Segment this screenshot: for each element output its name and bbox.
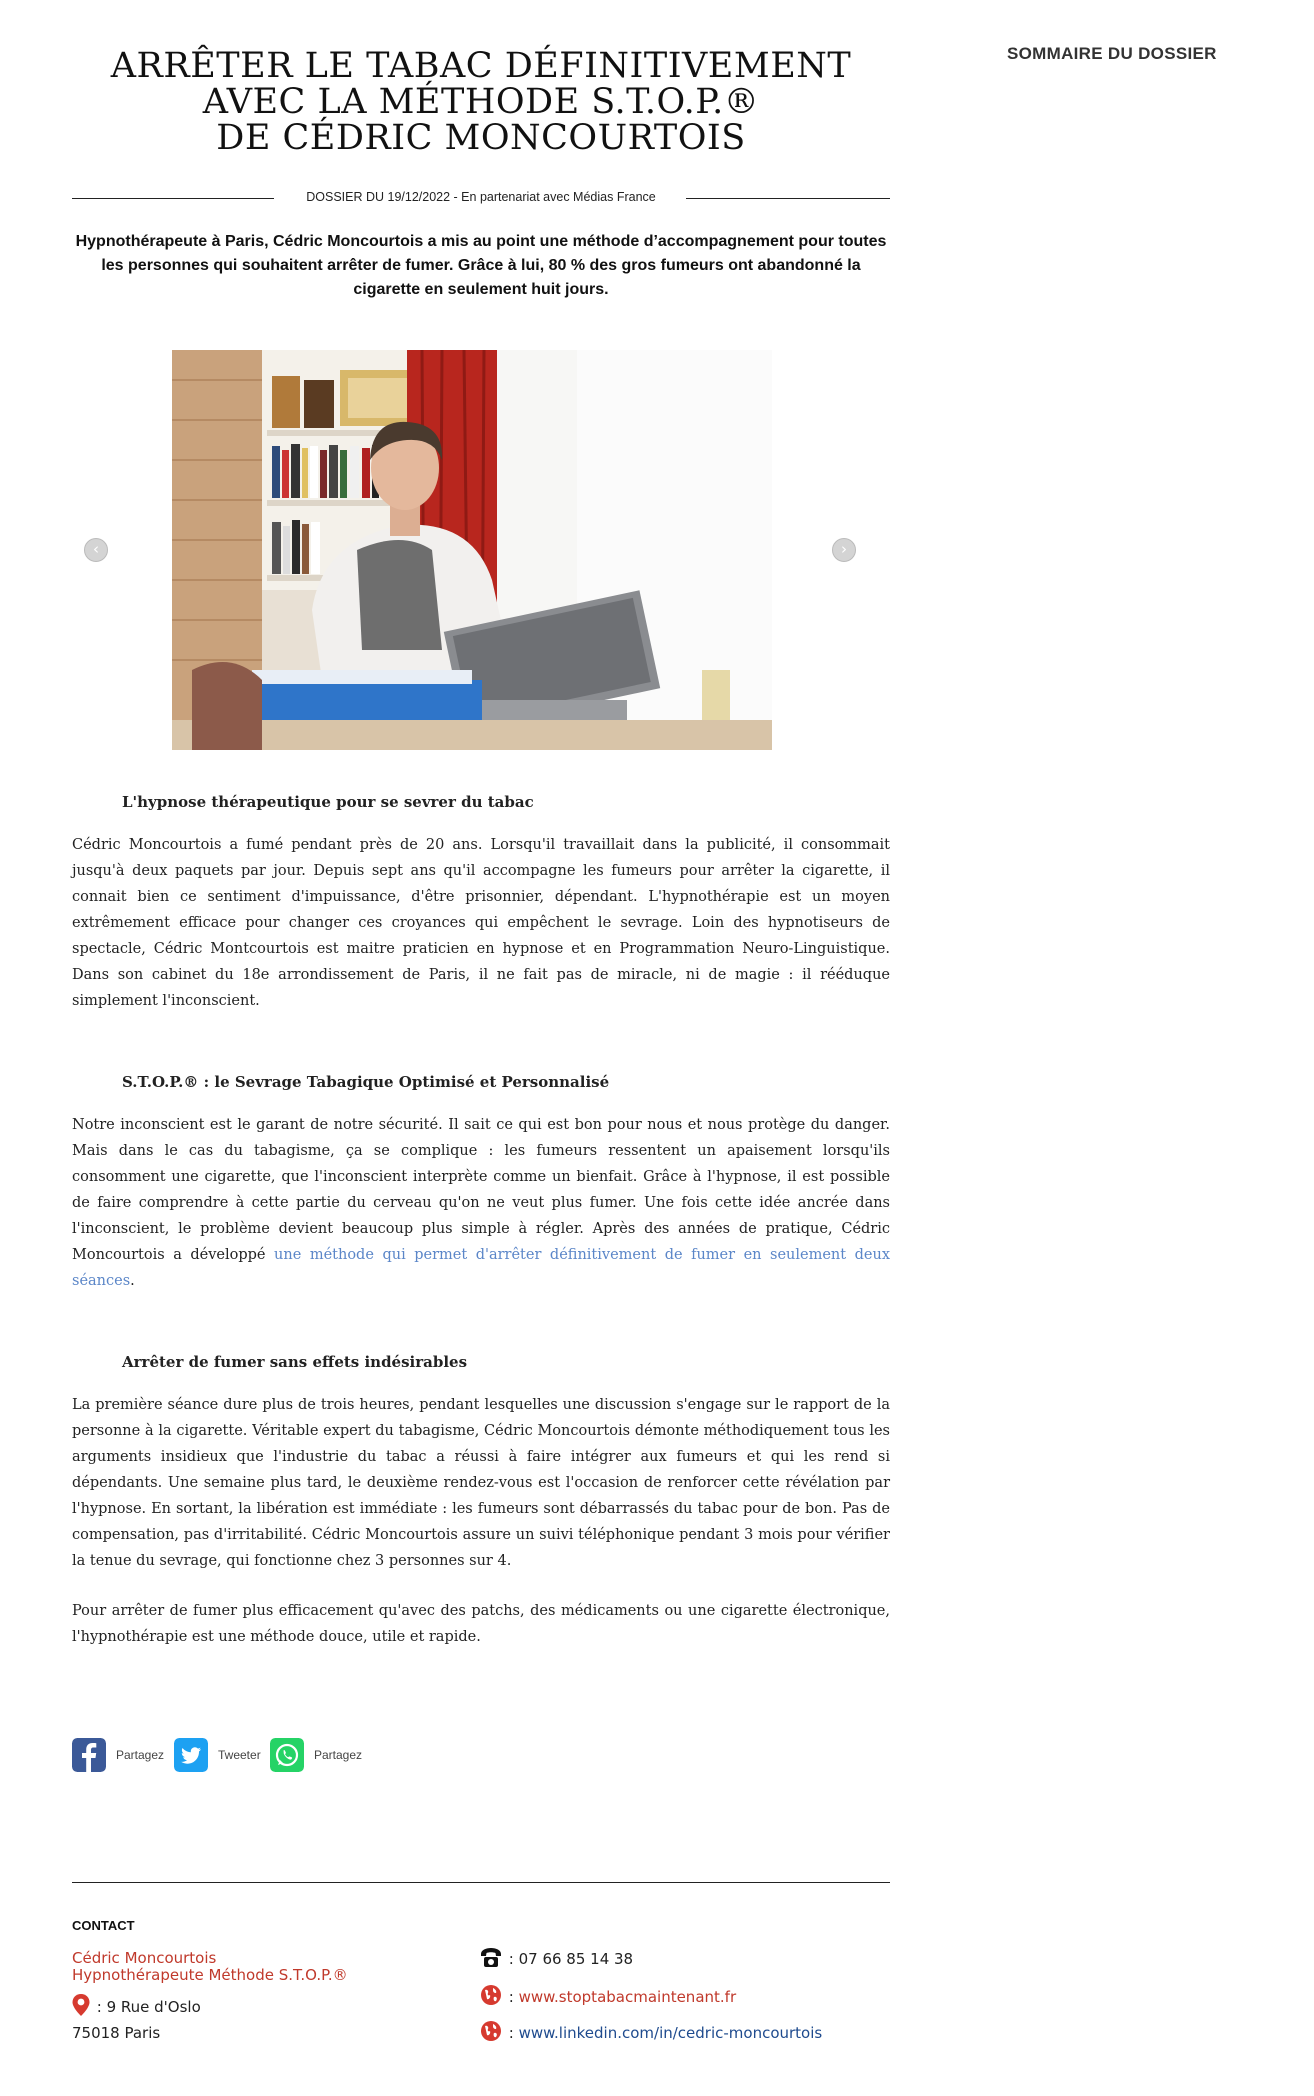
contact-divider — [72, 1882, 890, 1883]
contact-heading: CONTACT — [72, 1918, 135, 1933]
page-title — [72, 48, 890, 156]
contact-name: Cédric Moncourtois — [72, 1949, 217, 1967]
section-paragraph-1: Cédric Moncourtois a fumé pendant près de 20 ans. Lorsqu'il travaillait dans la publicité, il consommait jusqu'à deux paquets par jour. Depuis sept ans qu'il accompagne les fumeurs pour arrêter la cigarette, il connait bien ce sentiment d'impuissance, d'être prisonnier, dépendant. L'hypnothérapie est un moyen extrêmement efficace pour changer ces croyances qui empêchent le sevrage. Loin des hypnotiseurs de spectacle, Cédric Montcourtois est maitre praticien en hypnose et en Programmation Neuro-Linguistique. Dans son cabinet du 18e arrondissement de Paris, il ne fait pas de miracle, ni de magie : il rééduque simplement l'inconscient. — [72, 837, 890, 1009]
spacer — [72, 1294, 890, 1352]
contact-links — [480, 1948, 822, 2056]
map-pin-icon — [72, 1994, 90, 2016]
dateline-rule-right — [686, 198, 890, 199]
whatsapp-icon — [270, 1738, 304, 1772]
globe-icon — [480, 1984, 502, 2006]
twitter-share-label: Tweeter — [218, 1748, 261, 1762]
phone-icon — [480, 1948, 502, 1968]
spacer — [72, 1014, 890, 1072]
title-line-2: AVEC LA MÉTHODE S.T.O.P.® — [202, 82, 760, 122]
address-line-1-row — [72, 1994, 201, 2020]
contact-address — [72, 1994, 201, 2046]
chevron-right-icon: › — [841, 540, 847, 558]
contact-phone-row — [480, 1948, 822, 1984]
section-paragraph-4: Pour arrêter de fumer plus efficacement qu'avec des patchs, des médicaments ou une cigarette électronique, l'hypnothérapie est une méthode douce, utile et rapide. — [72, 1603, 890, 1645]
intro-text: Hypnothérapeute à Paris, Cédric Moncourtois a mis au point une méthode d’accompagnement pour toutes les personnes qui souhaitent arrêter de fumer. Grâce à lui, 80 % des gros fumeurs ont abandonné la cigarette en seulement huit jours. — [75, 233, 887, 298]
section-paragraph-2 — [72, 1112, 890, 1294]
dateline — [72, 188, 890, 208]
chevron-left-icon: ‹ — [93, 540, 99, 558]
slider-next-button[interactable] — [832, 538, 856, 562]
facebook-icon — [72, 1738, 106, 1772]
title-line-3: DE CÉDRIC MONCOURTOIS — [216, 118, 746, 158]
section-title-2: S.T.O.P.® : le Sevrage Tabagique Optimisé et Personnalisé — [122, 1073, 610, 1091]
website-link[interactable]: www.stoptabacmaintenant.fr — [518, 1988, 737, 2006]
contact-website-row — [480, 1984, 822, 2020]
article-body — [72, 792, 890, 1650]
image-slider — [72, 350, 890, 750]
contact-role: Hypnothérapeute Méthode S.T.O.P.® — [72, 1966, 348, 1984]
slider-prev-button[interactable] — [84, 538, 108, 562]
article-photo — [172, 350, 772, 750]
contact-phone[interactable]: : 07 66 85 14 38 — [504, 1950, 634, 1968]
facebook-share-label: Partagez — [116, 1748, 165, 1762]
linkedin-colon: : — [504, 2024, 519, 2042]
section-title-3: Arrêter de fumer sans effets indésirables — [122, 1353, 468, 1371]
contact-name-block — [72, 1950, 348, 1984]
photo-illustration — [172, 350, 772, 750]
website-colon: : — [504, 1988, 519, 2006]
dateline-text: DOSSIER DU 19/12/2022 - En partenariat avec Médias France — [306, 190, 656, 204]
section-paragraph-3: La première séance dure plus de trois heures, pendant lesquelles une discussion s'engage sur le rapport de la personne à la cigarette. Véritable expert du tabagisme, Cédric Moncourtois démonte méthodiquement tous les arguments insidieux que l'industrie du tabac a réussi à faire intégrer aux fumeurs et qui les rend si dépendants. Une semaine plus tard, le deuxième rendez-vous est l'occasion de renforcer cette révélation par l'hypnose. En sortant, la libération est immédiate : les fumeurs sont débarrassés du tabac pour de bon. Pas de compensation, pas d'irritabilité. Cédric Moncourtois assure un suivi téléphonique pendant 3 mois pour vérifier la tenue du sevrage, qui fonctionne chez 3 personnes sur 4. — [72, 1397, 890, 1569]
twitter-icon — [174, 1738, 208, 1772]
paragraph-end: . — [130, 1273, 135, 1289]
dateline-rule-left — [72, 198, 274, 199]
globe-icon — [480, 2020, 502, 2042]
address-line-2: 75018 Paris — [72, 2024, 161, 2042]
address-line-1: : 9 Rue d'Oslo — [92, 1998, 201, 2016]
linkedin-link[interactable]: www.linkedin.com/in/cedric-moncourtois — [518, 2024, 823, 2042]
contact-linkedin-row — [480, 2020, 822, 2056]
sidebar-title[interactable]: SOMMAIRE DU DOSSIER — [1007, 44, 1217, 63]
paragraph-text: Notre inconscient est le garant de notre sécurité. Il sait ce qui est bon pour nous et nous protège du danger. Mais dans le cas du tabagisme, ça se complique : les fumeurs ressentent un apaisement lorsqu'ils consomment une cigarette, que l'inconscient interprète comme un bienfait. Grâce à l'hypnose, il est possible de faire comprendre à cette partie du cerveau qu'on ne veut plus fumer. Une fois cette idée ancrée dans l'inconscient, le problème devient beaucoup plus simple à régler. Après des années de pratique, Cédric Moncourtois a développé — [72, 1117, 890, 1263]
whatsapp-share-label: Partagez — [314, 1748, 363, 1762]
title-line-1: ARRÊTER LE TABAC DÉFINITIVEMENT — [110, 46, 852, 86]
section-title-1: L'hypnose thérapeutique pour se sevrer du tabac — [122, 793, 534, 811]
method-link[interactable]: une méthode qui permet d'arrêter définitivement de fumer en seulement deux séances — [72, 1247, 890, 1289]
article — [72, 0, 890, 1650]
